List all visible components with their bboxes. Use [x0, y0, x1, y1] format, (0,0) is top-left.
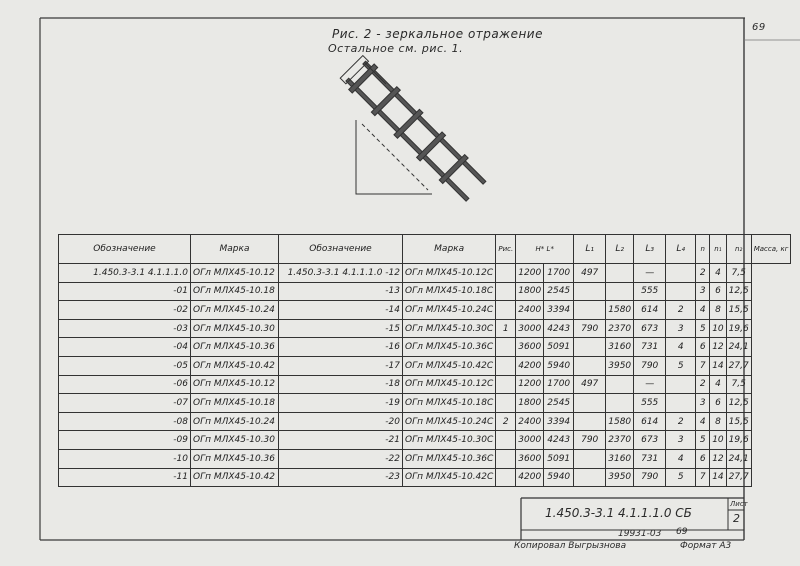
cell-m1: ОГп МЛХ45-10.36 [191, 449, 279, 468]
cell-l: 5940 [544, 356, 574, 375]
header-l4: L₄ [666, 235, 696, 264]
cell-m1: ОГп МЛХ45-10.30 [191, 431, 279, 450]
cell-mass: 7,5 [726, 375, 751, 394]
cell-mass: 24,1 [726, 338, 751, 357]
table-row [59, 264, 791, 283]
cell-m1: ОГл МЛХ45-10.12 [191, 264, 279, 283]
cell-n1: 2 [696, 264, 710, 283]
table-row [59, 356, 791, 375]
cell-m1: ОГп МЛХ45-10.18 [191, 394, 279, 413]
inventory-number: 19931-03 [618, 529, 662, 539]
cell-l3: 673 [634, 319, 666, 338]
cell-d1: -10 [59, 449, 191, 468]
cell-n2: 14 [710, 468, 726, 487]
cell-n1: 7 [696, 468, 710, 487]
cell-l1: 790 [574, 319, 606, 338]
cell-n2: 6 [710, 394, 726, 413]
cell-d1: -06 [59, 375, 191, 394]
cell-mass: 12,5 [726, 394, 751, 413]
cell-h: 1200 [516, 375, 544, 394]
cell-d1: -08 [59, 412, 191, 431]
cell-h: 4200 [516, 356, 544, 375]
cell-l1 [574, 468, 606, 487]
table-row [59, 449, 791, 468]
cell-mass: 19,6 [726, 319, 751, 338]
cell-m2: ОГл МЛХ45-10.42С [403, 356, 496, 375]
cell-n1: 6 [696, 338, 710, 357]
cell-l: 3394 [544, 301, 574, 320]
cell-n1: 3 [696, 282, 710, 301]
cell-l3: 614 [634, 301, 666, 320]
cell-h: 2400 [516, 301, 544, 320]
header-mark-1: Марка [191, 235, 279, 264]
table-row [59, 394, 791, 413]
header-figure: Рис. [496, 235, 516, 264]
cell-d2: -19 [279, 394, 403, 413]
cell-l: 4243 [544, 319, 574, 338]
cell-l: 2545 [544, 394, 574, 413]
cell-l3: 731 [634, 449, 666, 468]
cell-d2: -20 [279, 412, 403, 431]
cell-l3: 555 [634, 394, 666, 413]
cell-ris [496, 282, 516, 301]
cell-h: 1200 [516, 264, 544, 283]
cell-l3: 790 [634, 356, 666, 375]
cell-l2: 1580 [606, 412, 634, 431]
cell-ris [496, 394, 516, 413]
figure-caption-2: Остальное см. рис. 1. [328, 42, 464, 55]
header-n1: n₁ [710, 235, 726, 264]
cell-d1: -11 [59, 468, 191, 487]
cell-h: 1800 [516, 282, 544, 301]
specification-table [58, 234, 791, 487]
cell-l2: 1580 [606, 301, 634, 320]
cell-d1: -04 [59, 338, 191, 357]
cell-l: 1700 [544, 264, 574, 283]
cell-mass: 7,5 [726, 264, 751, 283]
cell-l3: 731 [634, 338, 666, 357]
cell-l2: 3160 [606, 449, 634, 468]
cell-m2: ОГл МЛХ45-10.12С [403, 264, 496, 283]
cell-l2 [606, 375, 634, 394]
cell-d1: -02 [59, 301, 191, 320]
cell-l: 5091 [544, 449, 574, 468]
cell-n2: 12 [710, 338, 726, 357]
cell-m2: ОГп МЛХ45-10.30С [403, 431, 496, 450]
cell-d2: -16 [279, 338, 403, 357]
figure-caption-1: Рис. 2 - зеркальное отражение [332, 27, 543, 41]
footer-page-number: 69 [676, 527, 688, 537]
cell-m2: ОГл МЛХ45-10.30С [403, 319, 496, 338]
cell-n1: 5 [696, 319, 710, 338]
cell-h: 2400 [516, 412, 544, 431]
cell-l3: — [634, 375, 666, 394]
header-h-l: H* L* [516, 235, 574, 264]
cell-n1: 4 [696, 412, 710, 431]
cell-m2: ОГп МЛХ45-10.24С [403, 412, 496, 431]
cell-l4: 4 [666, 449, 696, 468]
cell-d1: -09 [59, 431, 191, 450]
cell-ris [496, 431, 516, 450]
table-row [59, 375, 791, 394]
cell-d2: 1.450.3-3.1 4.1.1.1.0 -12 [279, 264, 403, 283]
sheet-number: 2 [733, 512, 740, 525]
cell-d1: -07 [59, 394, 191, 413]
cell-ris [496, 338, 516, 357]
table-row [59, 282, 791, 301]
cell-mass: 27,7 [726, 468, 751, 487]
cell-n2: 14 [710, 356, 726, 375]
cell-l1 [574, 412, 606, 431]
cell-l2: 2370 [606, 431, 634, 450]
cell-ris [496, 264, 516, 283]
cell-n2: 8 [710, 301, 726, 320]
cell-l3: — [634, 264, 666, 283]
cell-l4: 4 [666, 338, 696, 357]
cell-l1 [574, 449, 606, 468]
cell-m1: ОГп МЛХ45-10.42 [191, 468, 279, 487]
cell-m2: ОГп МЛХ45-10.36С [403, 449, 496, 468]
table-header-row [59, 235, 791, 264]
cell-n1: 2 [696, 375, 710, 394]
header-designation-1: Обозначение [59, 235, 191, 264]
cell-l1: 790 [574, 431, 606, 450]
cell-h: 3000 [516, 319, 544, 338]
cell-d1: -01 [59, 282, 191, 301]
cell-l1 [574, 356, 606, 375]
cell-m2: ОГп МЛХ45-10.42С [403, 468, 496, 487]
cell-n2: 10 [710, 431, 726, 450]
cell-mass: 15,5 [726, 412, 751, 431]
header-l2: L₂ [606, 235, 634, 264]
cell-m1: ОГл МЛХ45-10.36 [191, 338, 279, 357]
cell-ris [496, 449, 516, 468]
cell-h: 3000 [516, 431, 544, 450]
cell-d2: -22 [279, 449, 403, 468]
cell-l1 [574, 394, 606, 413]
cell-m2: ОГп МЛХ45-10.12С [403, 375, 496, 394]
cell-mass: 24,1 [726, 449, 751, 468]
cell-l2: 3160 [606, 338, 634, 357]
cell-n1: 3 [696, 394, 710, 413]
table-row [59, 338, 791, 357]
cell-h: 4200 [516, 468, 544, 487]
cell-l4 [666, 394, 696, 413]
cell-m1: ОГп МЛХ45-10.24 [191, 412, 279, 431]
cell-l: 4243 [544, 431, 574, 450]
cell-mass: 27,7 [726, 356, 751, 375]
cell-l4 [666, 375, 696, 394]
cell-l4: 5 [666, 468, 696, 487]
cell-l: 5940 [544, 468, 574, 487]
cell-mass: 19,6 [726, 431, 751, 450]
cell-m1: ОГл МЛХ45-10.18 [191, 282, 279, 301]
cell-m1: ОГл МЛХ45-10.42 [191, 356, 279, 375]
header-l3: L₃ [634, 235, 666, 264]
cell-d1: -03 [59, 319, 191, 338]
table-row [59, 431, 791, 450]
cell-l3: 555 [634, 282, 666, 301]
cell-n2: 10 [710, 319, 726, 338]
header-mass: Масса, кг [751, 235, 791, 264]
cell-h: 3600 [516, 338, 544, 357]
cell-l1 [574, 338, 606, 357]
cell-l4: 5 [666, 356, 696, 375]
table-row [59, 468, 791, 487]
cell-n1: 4 [696, 301, 710, 320]
sheet-format: Формат А3 [680, 541, 732, 551]
cell-l2: 2370 [606, 319, 634, 338]
corner-page-number: 69 [752, 22, 766, 33]
cell-ris [496, 468, 516, 487]
cell-ris [496, 356, 516, 375]
cell-d1: 1.450.3-3.1 4.1.1.1.0 [59, 264, 191, 283]
cell-mass: 15,5 [726, 301, 751, 320]
cell-m2: ОГл МЛХ45-10.24С [403, 301, 496, 320]
cell-l4: 3 [666, 431, 696, 450]
cell-d1: -05 [59, 356, 191, 375]
cell-l2 [606, 282, 634, 301]
cell-m1: ОГл МЛХ45-10.24 [191, 301, 279, 320]
cell-d2: -13 [279, 282, 403, 301]
cell-l4 [666, 264, 696, 283]
cell-l4 [666, 282, 696, 301]
header-l1: L₁ [574, 235, 606, 264]
drawing-designation: 1.450.3-3.1 4.1.1.1.0 СБ [545, 506, 692, 520]
cell-l1: 497 [574, 264, 606, 283]
cell-m2: ОГл МЛХ45-10.36С [403, 338, 496, 357]
cell-n2: 8 [710, 412, 726, 431]
sheet-label: Лист [730, 500, 748, 508]
cell-d2: -18 [279, 375, 403, 394]
table-row [59, 319, 791, 338]
cell-d2: -14 [279, 301, 403, 320]
copied-by: Копировал Выгрызнова [514, 541, 627, 551]
table-row [59, 412, 791, 431]
table-row [59, 301, 791, 320]
cell-d2: -21 [279, 431, 403, 450]
cell-l3: 790 [634, 468, 666, 487]
cell-l1 [574, 282, 606, 301]
cell-d2: -23 [279, 468, 403, 487]
cell-n2: 4 [710, 264, 726, 283]
cell-l: 5091 [544, 338, 574, 357]
cell-l: 3394 [544, 412, 574, 431]
cell-l1: 497 [574, 375, 606, 394]
cell-d2: -15 [279, 319, 403, 338]
cell-l3: 673 [634, 431, 666, 450]
cell-h: 1800 [516, 394, 544, 413]
cell-ris [496, 375, 516, 394]
cell-l4: 3 [666, 319, 696, 338]
cell-m2: ОГп МЛХ45-10.18С [403, 394, 496, 413]
cell-l1 [574, 301, 606, 320]
table-body [59, 264, 791, 487]
cell-l2 [606, 394, 634, 413]
cell-l2 [606, 264, 634, 283]
cell-ris: 1 [496, 319, 516, 338]
cell-m2: ОГл МЛХ45-10.18С [403, 282, 496, 301]
cell-l: 2545 [544, 282, 574, 301]
cell-ris [496, 301, 516, 320]
header-designation-2: Обозначение [279, 235, 403, 264]
cell-h: 3600 [516, 449, 544, 468]
cell-n1: 7 [696, 356, 710, 375]
header-mark-2: Марка [403, 235, 496, 264]
cell-n2: 6 [710, 282, 726, 301]
cell-l4: 2 [666, 412, 696, 431]
cell-m1: ОГп МЛХ45-10.12 [191, 375, 279, 394]
cell-l: 1700 [544, 375, 574, 394]
cell-mass: 12,5 [726, 282, 751, 301]
cell-n1: 6 [696, 449, 710, 468]
cell-l2: 3950 [606, 356, 634, 375]
cell-n2: 4 [710, 375, 726, 394]
header-n2: n₂ [726, 235, 751, 264]
cell-l2: 3950 [606, 468, 634, 487]
cell-m1: ОГл МЛХ45-10.30 [191, 319, 279, 338]
cell-n2: 12 [710, 449, 726, 468]
cell-ris: 2 [496, 412, 516, 431]
cell-l3: 614 [634, 412, 666, 431]
header-n: n [696, 235, 710, 264]
cell-l4: 2 [666, 301, 696, 320]
cell-n1: 5 [696, 431, 710, 450]
cell-d2: -17 [279, 356, 403, 375]
